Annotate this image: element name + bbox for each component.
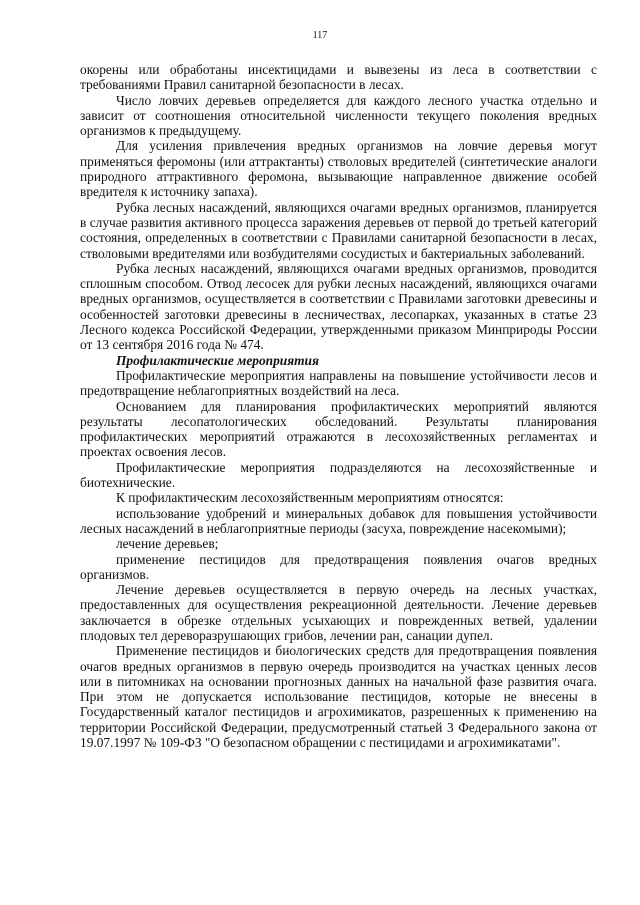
page-number: 117 — [312, 30, 328, 41]
paragraph: окорены или обработаны инсектицидами и вывезены из леса в соответствии с требованиями Правил санитарной безопасности в лесах. — [80, 62, 597, 93]
list-item: использование удобрений и минеральных добавок для повышения устойчивости лесных насаждений в неблагоприятные периоды (засуха, повреждение насекомыми); — [80, 505, 597, 536]
paragraph: Профилактические мероприятия подразделяются на лесохозяйственные и биотехнические. — [80, 459, 597, 491]
paragraph: К профилактическим лесохозяйственным мероприятиям относятся: — [116, 490, 504, 506]
paragraph: Рубка лесных насаждений, являющихся очагами вредных организмов, проводится сплошным способом. Отвод лесосек для рубки лесных насаждений, являющихся очагами вредных организмов, осуществляется в соответствии с Правилами заготовки древесины и особенностей заготовки древесины в лесничествах, лесопарках, указанных в статье 23 Лесного кодекса Российской Федерации, утвержденными приказом Минприроды России от 13 сентября 2016 года № 474. — [80, 260, 597, 353]
paragraph: Рубка лесных насаждений, являющихся очагами вредных организмов, планируется в случае развития активного процесса заражения деревьев от первой до третьей категорий состояния, определенных в соответствии с Правилами санитарной безопасности в лесах, стволовыми вредителями или возбудителями сосудистых и бактериальных заболеваний. — [80, 199, 597, 261]
paragraph: Для усиления привлечения вредных организмов на ловчие деревья могут применяться феромоны (или аттрактанты) стволовых вредителей (синтетические аналоги природного аттрактивного феромона, вызывающие направленное движение особей вредителя к источнику запаха). — [80, 138, 597, 200]
section-heading: Профилактические мероприятия — [116, 352, 319, 368]
list-item: применение пестицидов для предотвращения появления очагов вредных организмов. — [80, 551, 597, 582]
paragraph: Применение пестицидов и биологических средств для предотвращения появления очагов вредных организмов в первую очередь производится на участках ценных лесов или в питомниках на основании прогнозных данных на начальной фазе развития очага. При этом не допускается использование пестицидов, которые не внесены в Государственный каталог пестицидов и агрохимикатов, разрешенных к применению на территории Российской Федерации, предусмотренный статьей 3 Федерального закона от 19.07.1997 № 109-ФЗ "О безопасном обращении с пестицидами и агрохимикатами". — [80, 643, 597, 751]
paragraph: Основанием для планирования профилактических мероприятий являются результаты лесопатологических обследований. Результаты планирования профилактических мероприятий отражаются в лесохозяйственных регламентах и проектах освоения лесов. — [80, 398, 597, 460]
paragraph: Число ловчих деревьев определяется для каждого лесного участка отдельно и зависит от соотношения относительной численности текущего поколения вредных организмов к предыдущему. — [80, 92, 597, 139]
list-item: лечение деревьев; — [116, 536, 219, 552]
paragraph: Лечение деревьев осуществляется в первую очередь на лесных участках, предоставленных для осуществления рекреационной деятельности. Лечение деревьев заключается в обрезке отдельных усыхающих и поврежденных ветвей, удалении плодовых тел дереворазрушающих грибов, лечении ран, санации дупел. — [80, 582, 597, 643]
paragraph: Профилактические мероприятия направлены на повышение устойчивости лесов и предотвращение неблагоприятных воздействий на леса. — [80, 367, 597, 399]
